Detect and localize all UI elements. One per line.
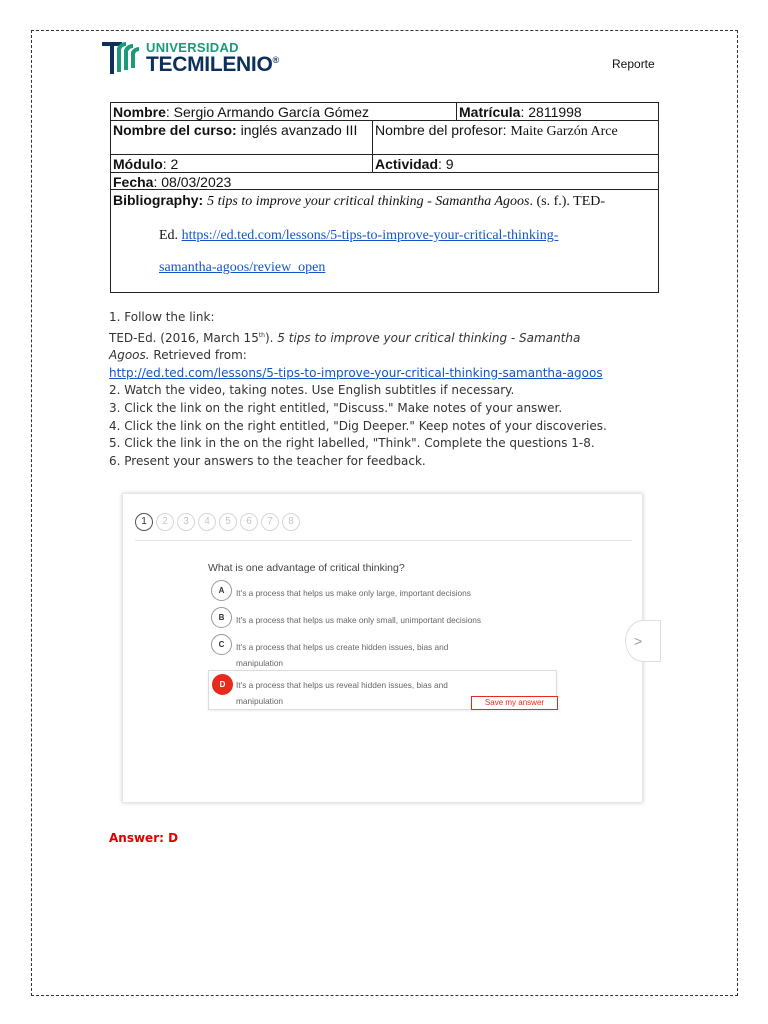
instruction-step: 3. Click the link on the right entitled, "Discuss." Make notes of your answer. bbox=[109, 400, 563, 415]
tecmilenio-logo-icon bbox=[100, 38, 140, 78]
answer-text: Answer: D bbox=[109, 831, 179, 845]
course-cell: Nombre del curso: inglés avanzado III bbox=[113, 122, 358, 138]
option-letter: D bbox=[212, 674, 233, 695]
option-letter: A bbox=[211, 580, 232, 601]
matricula-cell: Matrícula: 2811998 bbox=[456, 103, 660, 120]
step-1[interactable]: 1 bbox=[135, 513, 153, 531]
table-row bbox=[111, 173, 658, 190]
table-row bbox=[111, 121, 658, 155]
module-cell: Módulo: 2 bbox=[113, 156, 179, 172]
student-info-table bbox=[110, 102, 659, 293]
step-8[interactable]: 8 bbox=[282, 513, 300, 531]
activity-cell: Actividad: 9 bbox=[372, 155, 660, 172]
instructions-list bbox=[109, 309, 669, 470]
step-7[interactable]: 7 bbox=[261, 513, 279, 531]
step-3[interactable]: 3 bbox=[177, 513, 195, 531]
logo-university-text: UNIVERSIDAD bbox=[146, 40, 239, 55]
table-row bbox=[111, 103, 658, 121]
question-steps bbox=[135, 513, 300, 531]
question-text: What is one advantage of critical thinking? bbox=[208, 562, 405, 574]
ted-link[interactable]: http://ed.ted.com/lessons/5-tips-to-improve-your-critical-thinking-samantha-agoos bbox=[109, 365, 603, 380]
step-4[interactable]: 4 bbox=[198, 513, 216, 531]
instruction-step: 2. Watch the video, taking notes. Use English subtitles if necessary. bbox=[109, 383, 515, 398]
report-label: Reporte bbox=[612, 57, 655, 71]
option-d-selected[interactable] bbox=[208, 670, 557, 710]
table-row bbox=[111, 155, 658, 173]
citation-line: TED-Ed. (2016, March 15th). 5 tips to improve your critical thinking - Samantha bbox=[109, 330, 581, 345]
option-text: It's a process that helps us make only small, unimportant decisions bbox=[236, 615, 482, 625]
bibliography-link-continued[interactable]: samantha-agoos/review_open bbox=[159, 260, 326, 275]
bibliography-link[interactable]: https://ed.ted.com/lessons/5-tips-to-improve-your-critical-thinking- bbox=[181, 228, 559, 243]
step-5[interactable]: 5 bbox=[219, 513, 237, 531]
next-arrow-icon[interactable]: > bbox=[625, 620, 661, 662]
instruction-step: 6. Present your answers to the teacher for feedback. bbox=[109, 453, 426, 468]
save-answer-button[interactable]: Save my answer bbox=[471, 696, 558, 710]
step-2[interactable]: 2 bbox=[156, 513, 174, 531]
step-6[interactable]: 6 bbox=[240, 513, 258, 531]
divider bbox=[135, 540, 632, 541]
option-text: It's a process that helps us make only large, important decisions bbox=[236, 588, 471, 598]
instruction-step: 5. Click the link in the on the right labelled, "Think". Complete the questions 1-8. bbox=[109, 436, 595, 451]
citation-line: Agoos. Retrieved from: bbox=[109, 348, 247, 363]
bibliography-cell: Bibliography: 5 tips to improve your critical thinking - Samantha Agoos. (s. f.). TED- Ed. https://ed.ted.com/lessons/5-tips-to-improve-your-critical-thinking- samantha-agoos/review_open bbox=[113, 192, 606, 275]
name-cell: Nombre: Sergio Armando García Gómez bbox=[113, 104, 369, 120]
university-logo bbox=[100, 38, 300, 82]
instruction-step: 4. Click the link on the right entitled, "Dig Deeper." Keep notes of your discoveries. bbox=[109, 418, 607, 433]
instruction-step: 1. Follow the link: bbox=[109, 310, 215, 324]
table-row bbox=[111, 190, 658, 294]
quiz-screenshot bbox=[122, 493, 643, 803]
date-cell: Fecha: 08/03/2023 bbox=[113, 174, 232, 189]
professor-cell: Nombre del profesor: Maite Garzón Arce bbox=[372, 121, 660, 154]
option-text: It's a process that helps us reveal hidden issues, bias and manipulation bbox=[236, 680, 448, 706]
option-letter: B bbox=[211, 607, 232, 628]
logo-tecmilenio-text: TECMILENIO® bbox=[146, 53, 279, 76]
option-text: It's a process that helps us create hidden issues, bias and manipulation bbox=[236, 642, 449, 668]
option-letter: C bbox=[211, 634, 232, 655]
